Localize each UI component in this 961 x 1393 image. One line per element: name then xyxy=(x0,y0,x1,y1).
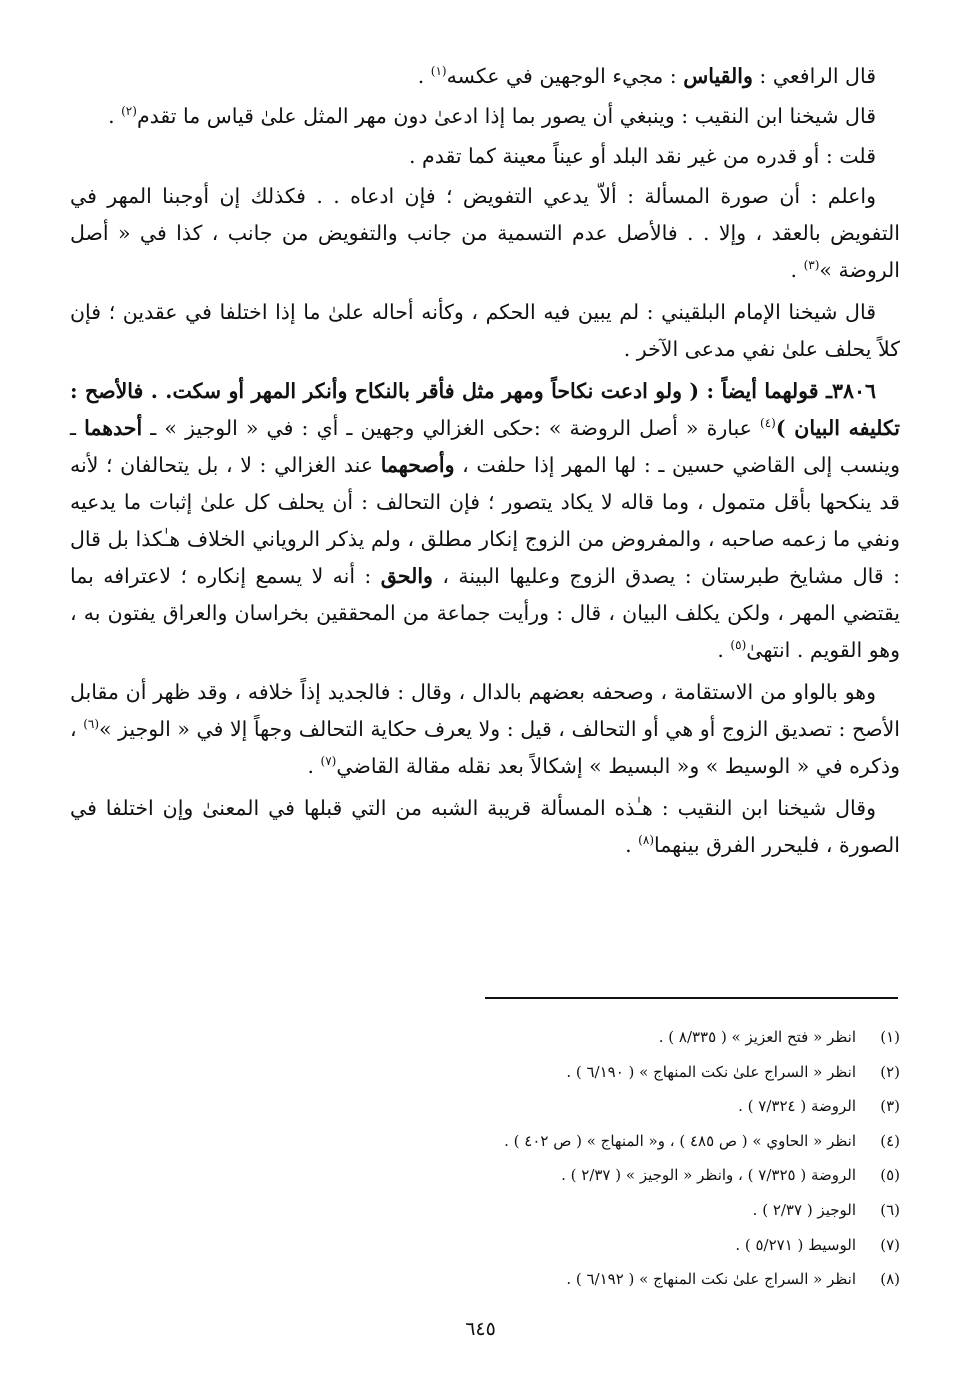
footnote-ref[interactable]: (٣) xyxy=(803,258,820,273)
paragraph-5 xyxy=(70,294,900,368)
footnote-text: انظر « السراج علىٰ نكت المنهاج » ( ٦/١٩٢ ) . xyxy=(566,1270,856,1289)
footnotes xyxy=(380,1020,900,1297)
footnote-number: (٦) xyxy=(880,1200,900,1219)
bold-heading: ٣٨٠٦ـ قولهما أيضاً : ( ولو ادعت نكاحاً ومهر مثل فأقر بالنكاح وأنكر المهر أو سكت. . فالأصح : تكليفه البيان ) xyxy=(70,379,900,440)
text-run: . xyxy=(625,833,639,857)
bold-term: أحدهما xyxy=(84,416,143,440)
footnote-number: (٥) xyxy=(880,1166,900,1185)
footnote-text: الروضة ( ٧/٣٢٤ ) . xyxy=(738,1097,856,1116)
text-run: وقال شيخنا ابن النقيب : هـٰذه المسألة قريبة الشبه من التي قبلها في المعنىٰ وإن اختلفا في الصورة ، فليحرر الفرق بينهما xyxy=(70,796,900,857)
text-run: . xyxy=(108,104,122,128)
footnote-ref[interactable]: (٥) xyxy=(730,638,747,653)
footnote-item xyxy=(380,1228,900,1263)
text-run: واعلم : أن صورة المسألة : ألاّ يدعي التفويض ؛ فإن ادعاه . . فكذلك إن أوجبنا المهر في التفويض بالعقد ، وإلا . . فالأصل عدم التسمية من جانب والتفويض من جانب ، كذا في « أصل الروضة » xyxy=(70,184,900,282)
paragraph-1 xyxy=(70,58,900,95)
text-run: قال شيخنا الإمام البلقيني : لم يبين فيه الحكم ، وكأنه أحاله علىٰ ما إذا اختلفا في عقدين ؛ فإن كلاً يحلف علىٰ نفي مدعى الآخر . xyxy=(70,300,900,361)
footnote-number: (٣) xyxy=(880,1097,900,1116)
footnote-item xyxy=(380,1055,900,1090)
footnote-text: الوجيز ( ٢/٣٧ ) . xyxy=(752,1200,856,1219)
footnote-text: الوسيط ( ٥/٢٧١ ) . xyxy=(735,1235,856,1254)
footnote-ref[interactable]: (١) xyxy=(430,64,447,79)
main-text xyxy=(70,58,900,869)
text-run: : مجيء الوجهين في عكسه xyxy=(446,64,684,88)
text-run: ـ وينسب إلى القاضي حسين ـ : لها المهر إذا حلفت ، xyxy=(70,416,900,477)
bold-term: والحق xyxy=(380,564,433,588)
bold-term: وأصحهما xyxy=(380,453,455,477)
footnote-number: (٢) xyxy=(880,1062,900,1081)
footnote-item xyxy=(380,1089,900,1124)
page-number: ٦٤٥ xyxy=(465,1318,496,1340)
footnote-item xyxy=(380,1158,900,1193)
paragraph-6 xyxy=(70,373,900,669)
paragraph-4 xyxy=(70,178,900,289)
text-run: قلت : أو قدره من غير نقد البلد أو عيناً معينة كما تقدم . xyxy=(408,144,876,168)
footnote-ref[interactable]: (٧) xyxy=(320,754,337,769)
footnote-number: (٤) xyxy=(880,1131,900,1150)
footnote-text: الروضة ( ٧/٣٢٥ ) ، وانظر « الوجيز » ( ٢/٣٧ ) . xyxy=(561,1166,856,1185)
paragraph-8 xyxy=(70,790,900,864)
footnote-text: انظر « السراج علىٰ نكت المنهاج » ( ٦/١٩٠ ) . xyxy=(566,1062,856,1081)
footnote-number: (١) xyxy=(880,1028,900,1046)
paragraph-3 xyxy=(70,138,900,175)
footnote-divider xyxy=(485,997,898,999)
footnote-ref[interactable]: (٨) xyxy=(638,833,654,848)
paragraph-7 xyxy=(70,674,900,785)
footnote-number: (٨) xyxy=(880,1270,900,1289)
text-run: ، وذكره في « الوسيط » و« البسيط » إشكالاً بعد نقله مقالة القاضي xyxy=(70,717,900,778)
text-run: عند الغزالي : لا ، بل يتحالفان ؛ لأنه قد ينكحها بأقل متمول ، وما قاله لا يكاد يتصور ؛ فإن التحالف : أن يحلف كل علىٰ إثبات ما يدعيه ونفي ما زعمه صاحبه ، والمفروض من الزوج إنكار مطلق ، ولم يذكر الروياني الخلاف هـٰكذا بل قال : قال مشايخ طبرستان : يصدق الزوج وعليها البينة ، xyxy=(70,453,900,588)
text-run: قال الرافعي : xyxy=(752,64,876,88)
footnote-ref[interactable]: (٢) xyxy=(121,104,137,119)
text-run: : أنه لا يسمع إنكاره ؛ لاعترافه بما يقتضي المهر ، ولكن يكلف البيان ، قال : ورأيت جماعة من المحققين بخراسان والعراق يفتون به ، وهو القويم . انتهىٰ xyxy=(70,564,900,662)
text-run: قال شيخنا ابن النقيب : وينبغي أن يصور بما إذا ادعىٰ دون مهر المثل علىٰ قياس ما تقدم xyxy=(136,104,876,128)
footnote-item xyxy=(380,1020,900,1055)
footnote-text: انظر « فتح العزيز » ( ٨/٣٣٥ ) . xyxy=(658,1028,856,1046)
footnote-item xyxy=(380,1193,900,1228)
footnote-text: انظر « الحاوي » ( ص ٤٨٥ ) ، و« المنهاج » ( ص ٤٠٢ ) . xyxy=(504,1131,856,1150)
footnote-item xyxy=(380,1262,900,1297)
text-run: وهو بالواو من الاستقامة ، وصحفه بعضهم بالدال ، وقال : فالجديد إذاً خلافه ، وقد ظهر أن مقابل الأصح : تصديق الزوج أو هي أو التحالف ، قيل : ولا يعرف حكاية التحالف وجهاً إلا في « الوجيز » xyxy=(70,680,900,741)
text-run: . xyxy=(717,638,731,662)
bold-term: والقياس xyxy=(683,64,753,88)
text-run: . xyxy=(307,754,321,778)
text-run: عبارة « أصل الروضة » :حكى الغزالي وجهين ـ أي : في « الوجيز » ـ xyxy=(142,416,761,440)
footnote-item xyxy=(380,1124,900,1159)
text-run: . xyxy=(417,64,431,88)
footnote-ref[interactable]: (٤) xyxy=(760,416,776,431)
text-run: . xyxy=(790,258,804,282)
paragraph-2 xyxy=(70,98,900,135)
footnote-ref[interactable]: (٦) xyxy=(83,717,100,732)
footnote-number: (٧) xyxy=(880,1235,900,1254)
